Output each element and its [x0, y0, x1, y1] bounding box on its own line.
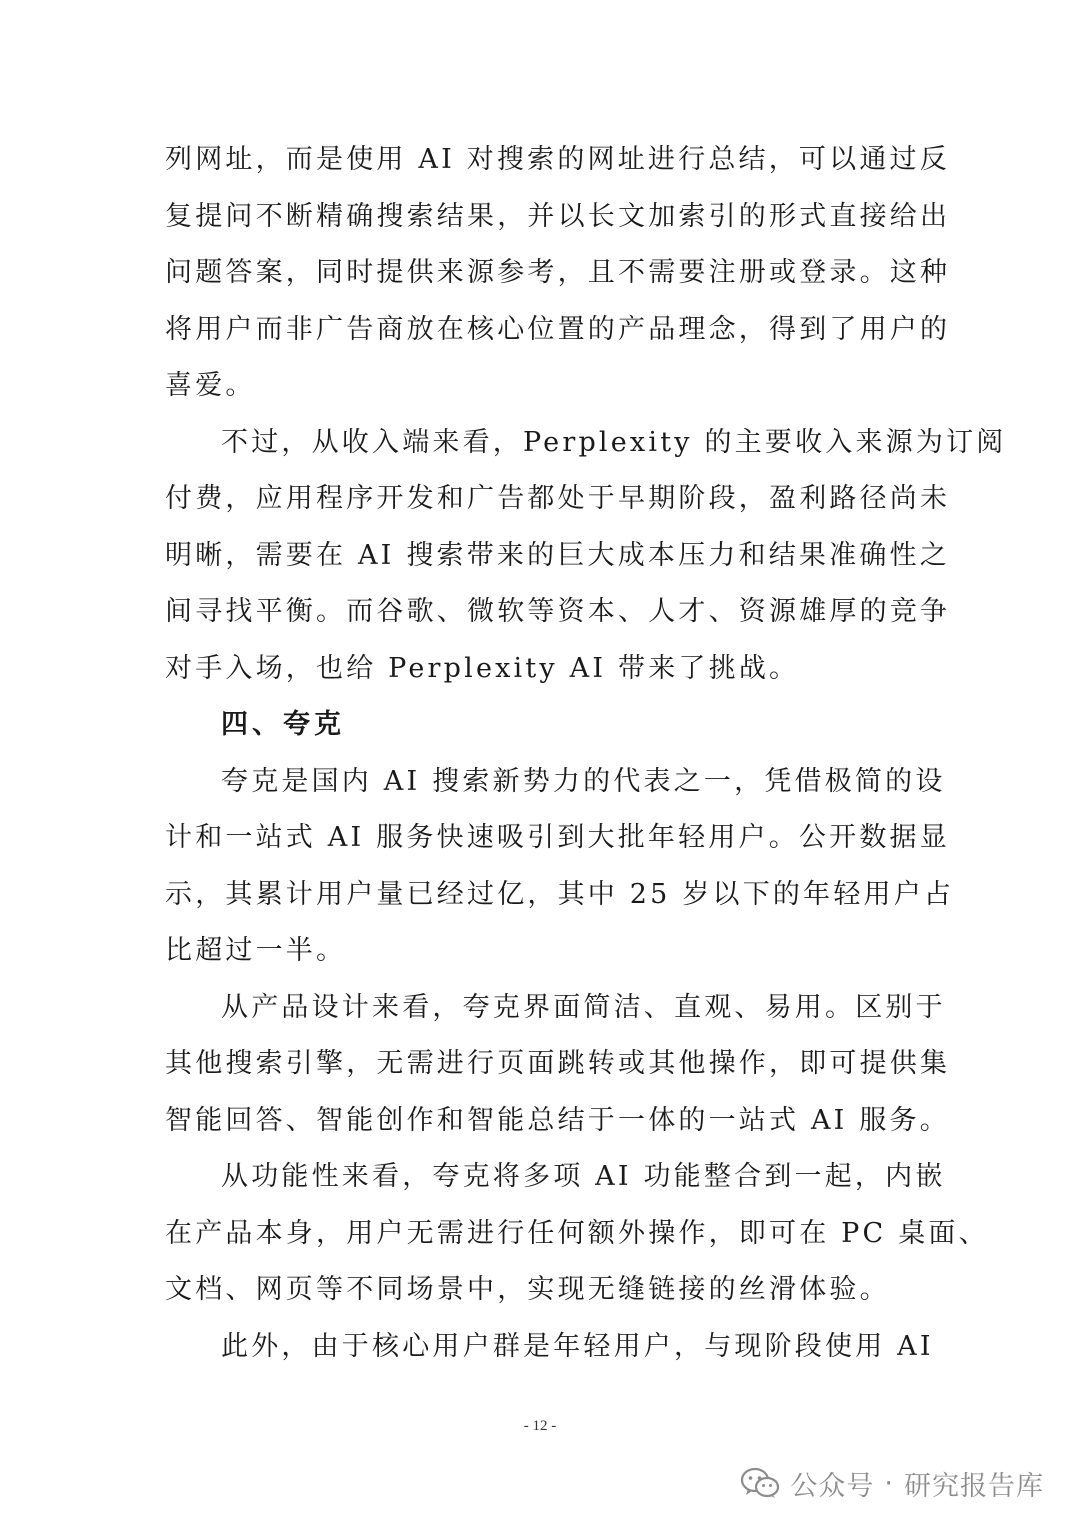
- text-line: 间寻找平衡。而谷歌、微软等资本、人才、资源雄厚的竞争: [165, 596, 951, 627]
- text-line: 示，其累计用户量已经过亿，其中 25 岁以下的年轻用户占: [165, 878, 955, 910]
- text-line: 比超过一半。: [165, 935, 347, 966]
- text-line: 喜爱。: [165, 370, 256, 401]
- paragraph-first-line: 从功能性来看，夸克将多项 AI 功能整合到一起，内嵌: [221, 1161, 946, 1192]
- text-line: 复提问不断精确搜索结果，并以长文加索引的形式直接给出: [165, 200, 951, 232]
- wechat-icon: [740, 1466, 780, 1500]
- text-line: 在产品本身，用户无需进行任何额外操作，即可在 PC 桌面、: [165, 1217, 989, 1249]
- text-line: 文档、网页等不同场景中，实现无缝链接的丝滑体验。: [165, 1274, 890, 1305]
- paragraph-first-line: 从产品设计来看，夸克界面简洁、直观、易用。区别于: [221, 991, 946, 1023]
- text-line: 将用户而非广告商放在核心位置的产品理念，得到了用户的: [165, 313, 951, 345]
- watermark: [740, 1458, 1044, 1508]
- body-text: [165, 132, 1007, 1375]
- text-line: 明晰，需要在 AI 搜索带来的巨大成本压力和结果准确性之: [165, 539, 950, 571]
- watermark-prefix: 公众号: [790, 1470, 875, 1502]
- paragraph-first-line: 夸克是国内 AI 搜索新势力的代表之一，凭借极简的设: [221, 765, 946, 797]
- page-number: - 12 -: [523, 1418, 557, 1434]
- text-line: 计和一站式 AI 服务快速吸引到大批年轻用户。公开数据显: [165, 822, 950, 853]
- paragraph-first-line: 此外，由于核心用户群是年轻用户，与现阶段使用 AI: [221, 1330, 934, 1362]
- text-line: 其他搜索引擎，无需进行页面跳转或其他操作，即可提供集: [165, 1048, 951, 1079]
- watermark-separator: ·: [884, 1467, 894, 1499]
- watermark-account: 研究报告库: [904, 1470, 1044, 1502]
- text-line: 付费，应用程序开发和广告都处于早期阶段，盈利路径尚未: [165, 483, 951, 514]
- text-line: 智能回答、智能创作和智能总结于一体的一站式 AI 服务。: [165, 1104, 950, 1136]
- paragraph-first-line: 不过，从收入端来看，Perplexity 的主要收入来源为订阅: [221, 426, 1007, 458]
- text-line: 问题答案，同时提供来源参考，且不需要注册或登录。这种: [165, 257, 951, 288]
- section-heading: 四、夸克: [221, 709, 345, 740]
- text-line: 列网址，而是使用 AI 对搜索的网址进行总结，可以通过反: [165, 144, 950, 175]
- text-line: 对手入场，也给 Perplexity AI 带来了挑战。: [165, 652, 800, 684]
